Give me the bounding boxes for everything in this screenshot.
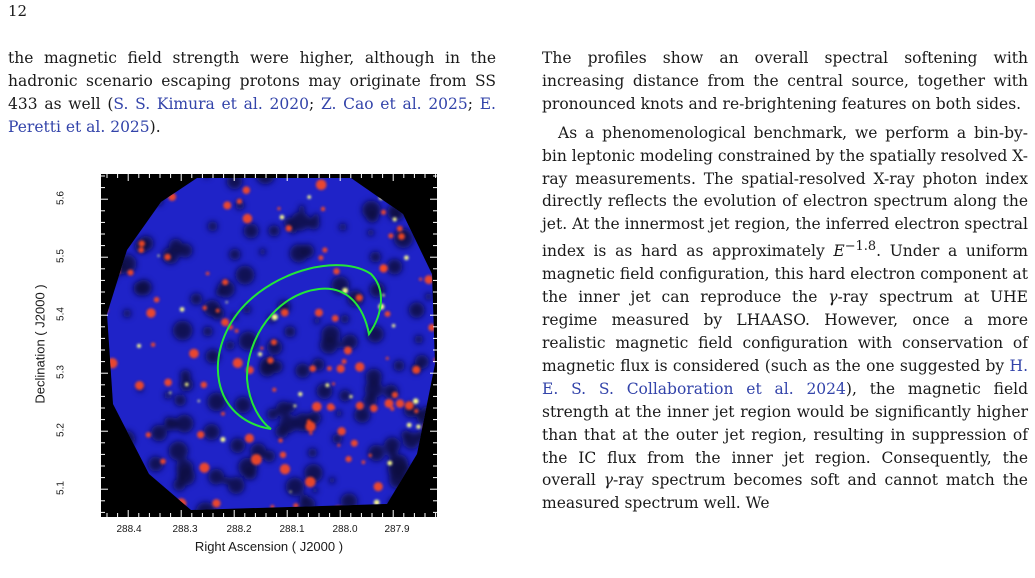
texture-blob bbox=[158, 255, 160, 257]
texture-blob bbox=[370, 405, 378, 413]
texture-blob bbox=[305, 477, 316, 488]
sky-map-figure bbox=[25, 168, 445, 578]
texture-blob bbox=[298, 392, 302, 396]
texture-blob bbox=[419, 278, 422, 281]
texture-blob bbox=[148, 456, 163, 471]
x-axis-label: Right Ascension ( J2000 ) bbox=[194, 539, 344, 554]
y-tick-label: 5.2 bbox=[55, 423, 67, 437]
texture-blob bbox=[337, 444, 340, 447]
texture-blob bbox=[346, 456, 352, 462]
texture-blob bbox=[409, 302, 425, 318]
texture-blob bbox=[322, 247, 327, 252]
math-symbol: E bbox=[833, 242, 845, 261]
texture-blob bbox=[306, 421, 316, 431]
texture-blob bbox=[164, 254, 171, 261]
y-axis-label: Declination ( J2000 ) bbox=[32, 284, 48, 404]
text-run: the magnetic field strength were higher, although in the hadronic scenario escaping protons may originate from SS 433 as well ( bbox=[8, 49, 496, 113]
texture-blob bbox=[169, 441, 189, 461]
texture-blob bbox=[164, 417, 174, 427]
texture-blob bbox=[221, 412, 225, 416]
texture-blob bbox=[259, 361, 275, 377]
texture-blob bbox=[307, 419, 311, 423]
texture-blob bbox=[381, 210, 386, 215]
texture-blob bbox=[235, 329, 239, 333]
texture-blob bbox=[133, 281, 148, 296]
texture-blob bbox=[212, 499, 220, 507]
texture-blob bbox=[318, 255, 323, 260]
texture-blob bbox=[312, 487, 318, 493]
texture-blob bbox=[356, 294, 363, 301]
texture-blob bbox=[277, 207, 280, 210]
texture-blob bbox=[327, 366, 332, 371]
texture-blob bbox=[320, 336, 338, 354]
texture-blob bbox=[228, 477, 245, 494]
texture-blob bbox=[244, 223, 259, 238]
texture-blob bbox=[260, 347, 263, 350]
texture-blob bbox=[286, 225, 292, 231]
texture-blob bbox=[243, 214, 253, 224]
texture-blob bbox=[309, 365, 316, 372]
text-run: ; bbox=[308, 94, 321, 113]
y-tick-label: 5.3 bbox=[55, 365, 67, 379]
texture-blob bbox=[221, 318, 229, 326]
texture-blob bbox=[336, 410, 343, 417]
texture-blob bbox=[281, 309, 289, 317]
texture-blob bbox=[398, 233, 405, 240]
text-run: ). bbox=[149, 117, 161, 136]
texture-blob bbox=[123, 309, 131, 317]
texture-blob bbox=[387, 449, 396, 458]
sky-map-image bbox=[101, 174, 437, 517]
texture-blob bbox=[355, 362, 364, 371]
texture-blob bbox=[354, 407, 370, 423]
texture-blob bbox=[251, 454, 262, 465]
texture-blob bbox=[245, 434, 254, 443]
texture-blob bbox=[127, 270, 133, 276]
texture-blob bbox=[146, 432, 151, 437]
texture-blob bbox=[229, 249, 241, 261]
texture-blob bbox=[337, 365, 345, 373]
text-run: . Under a uniform magnetic field configuration, this hard electron component at the inner jet can reproduce the bbox=[542, 242, 1028, 307]
texture-blob bbox=[388, 233, 393, 238]
texture-blob bbox=[351, 440, 358, 447]
texture-blob bbox=[199, 463, 209, 473]
texture-blob bbox=[387, 461, 392, 466]
texture-blob bbox=[275, 425, 288, 438]
citation-peretti-2025[interactable]: E. Peretti et al. 2025 bbox=[8, 94, 496, 136]
texture-blob bbox=[243, 466, 257, 480]
texture-blob bbox=[326, 383, 330, 387]
texture-blob bbox=[385, 311, 391, 317]
texture-blob bbox=[223, 201, 231, 209]
y-tick-label: 5.4 bbox=[55, 307, 67, 321]
texture-blob bbox=[339, 223, 347, 231]
texture-blob bbox=[235, 397, 252, 414]
texture-blob bbox=[197, 431, 204, 438]
texture-blob bbox=[312, 402, 322, 412]
texture-blob bbox=[316, 180, 327, 191]
citation-kimura-2020[interactable]: S. S. Kimura et al. 2020 bbox=[113, 94, 309, 113]
texture-blob bbox=[235, 266, 254, 285]
texture-blob bbox=[374, 482, 383, 491]
texture-blob bbox=[382, 294, 385, 297]
texture-blob bbox=[237, 199, 242, 204]
x-tick-label: 288.3 bbox=[172, 524, 198, 535]
texture-blob bbox=[216, 309, 220, 313]
texture-blob bbox=[137, 344, 141, 348]
texture-blob bbox=[392, 324, 395, 327]
texture-blob bbox=[413, 398, 419, 404]
texture-blob bbox=[385, 399, 394, 408]
texture-blob bbox=[190, 293, 202, 305]
x-tick-label: 287.9 bbox=[384, 524, 410, 535]
texture-blob bbox=[268, 225, 280, 237]
texture-blob bbox=[139, 240, 145, 246]
texture-blob bbox=[189, 349, 199, 359]
texture-blob bbox=[206, 272, 210, 276]
texture-blob bbox=[379, 264, 387, 272]
texture-blob bbox=[333, 268, 339, 274]
text-run: -ray spectrum at UHE regime measured by LHAASO. However, once a more realistic magnetic field configuration with conservation of magnetic flux is considered (such as the one suggested by bbox=[542, 288, 1029, 375]
text-run: As a phenomenological benchmark, we perform a bin-by-bin leptonic modeling constrained by the spatially resolved X-ray measurements. The spatial-resolved X-ray photon index directly reflects the evolution of electron spectrum along the jet. At the innermost jet region, the inferred electron spectral index is as hard as approximately bbox=[542, 123, 1028, 261]
texture-blob bbox=[177, 467, 195, 485]
citation-cao-2025[interactable]: Z. Cao et al. 2025 bbox=[320, 94, 468, 113]
texture-blob bbox=[362, 201, 381, 220]
texture-blob bbox=[321, 207, 325, 211]
texture-blob bbox=[203, 424, 220, 441]
texture-blob bbox=[286, 477, 305, 496]
texture-blob bbox=[339, 390, 351, 402]
texture-blob bbox=[259, 248, 266, 255]
texture-blob bbox=[344, 347, 352, 355]
x-tick-label: 288.1 bbox=[279, 524, 305, 535]
texture-blob bbox=[175, 414, 193, 432]
texture-blob bbox=[243, 186, 251, 194]
x-tick-label: 288.4 bbox=[116, 524, 142, 535]
texture-blob bbox=[315, 309, 323, 317]
texture-blob bbox=[349, 395, 352, 398]
texture-blob bbox=[370, 251, 381, 262]
texture-blob bbox=[146, 308, 155, 317]
texture-blob bbox=[271, 339, 277, 345]
texture-blob bbox=[392, 392, 398, 398]
texture-blob bbox=[316, 383, 332, 399]
texture-blob bbox=[396, 399, 404, 407]
math-symbol: γ bbox=[828, 288, 838, 307]
texture-blob bbox=[412, 366, 420, 374]
texture-blob bbox=[258, 352, 262, 356]
texture-blob bbox=[180, 307, 185, 312]
texture-blob bbox=[393, 217, 397, 221]
math-exponent: −1.8 bbox=[844, 239, 877, 255]
texture-blob bbox=[327, 403, 335, 411]
texture-blob bbox=[338, 342, 344, 348]
texture-blob bbox=[365, 380, 383, 398]
texture-blob bbox=[198, 400, 200, 402]
texture-blob bbox=[280, 464, 290, 474]
texture-blob bbox=[299, 205, 306, 212]
texture-blob bbox=[308, 448, 317, 457]
texture-blob bbox=[342, 359, 347, 364]
text-run: ; bbox=[467, 94, 480, 113]
texture-blob bbox=[226, 301, 228, 303]
texture-blob bbox=[290, 491, 292, 493]
texture-blob bbox=[138, 247, 144, 253]
x-tick-label: 288.0 bbox=[332, 524, 358, 535]
texture-blob bbox=[329, 477, 336, 484]
texture-blob bbox=[403, 432, 420, 449]
texture-blob bbox=[415, 335, 424, 344]
texture-blob bbox=[169, 392, 171, 394]
right-paragraph-1: The profiles show an overall spectral softening with increasing distance from the central source, together with pronounced knots and re-brightening features on both sides. bbox=[542, 49, 1028, 113]
texture-blob bbox=[203, 326, 213, 336]
right-column bbox=[542, 47, 1028, 515]
texture-blob bbox=[300, 244, 314, 258]
texture-blob bbox=[267, 409, 278, 420]
texture-blob bbox=[222, 279, 228, 285]
texture-blob bbox=[280, 452, 286, 458]
texture-blob bbox=[295, 363, 310, 378]
texture-blob bbox=[220, 437, 225, 442]
texture-blob bbox=[416, 425, 420, 429]
texture-blob bbox=[307, 195, 311, 199]
texture-blob bbox=[135, 381, 144, 390]
texture-blob bbox=[397, 226, 403, 232]
texture-blob bbox=[173, 321, 193, 341]
texture-blob bbox=[407, 423, 412, 428]
page-number: 12 bbox=[8, 2, 28, 20]
texture-blob bbox=[314, 318, 320, 324]
texture-blob bbox=[225, 341, 234, 350]
texture-blob bbox=[332, 315, 339, 322]
texture-blob bbox=[367, 229, 374, 236]
texture-blob bbox=[387, 259, 403, 275]
texture-blob bbox=[414, 409, 418, 413]
texture-blob bbox=[284, 326, 295, 337]
y-tick-label: 5.1 bbox=[55, 481, 67, 495]
texture-blob bbox=[386, 357, 389, 360]
right-paragraph-2 bbox=[542, 122, 1028, 516]
texture-blob bbox=[425, 293, 432, 300]
texture-blob bbox=[368, 445, 385, 462]
texture-blob bbox=[208, 221, 218, 231]
texture-blob bbox=[151, 425, 168, 442]
math-symbol: γ bbox=[603, 471, 613, 490]
texture-blob bbox=[278, 438, 282, 442]
texture-blob bbox=[185, 383, 189, 387]
left-column bbox=[8, 47, 496, 139]
y-tick-label: 5.6 bbox=[55, 191, 67, 205]
texture-blob bbox=[313, 214, 320, 221]
texture-blob bbox=[233, 358, 243, 368]
left-paragraph bbox=[8, 47, 496, 139]
texture-blob bbox=[174, 394, 186, 406]
texture-blob bbox=[202, 306, 207, 311]
texture-blob bbox=[404, 256, 409, 261]
citation-hess-2024[interactable]: H. E. S. S. Collaboration et al. 2024 bbox=[542, 356, 1028, 398]
text-run: ), the magnetic field strength at the inner jet region would be significantly higher than that at the outer jet region, resulting in suppression of the IC flux from the inner jet region. Consequently, the overall bbox=[542, 379, 1028, 490]
texture-blob bbox=[151, 343, 155, 347]
texture-blob bbox=[309, 432, 312, 435]
texture-blob bbox=[394, 360, 405, 371]
texture-blob bbox=[294, 405, 297, 408]
text-run: -ray spectrum becomes soft and cannot match the measured spectrum well. We bbox=[542, 471, 1028, 513]
y-tick-label: 5.5 bbox=[55, 249, 67, 263]
x-tick-label: 288.2 bbox=[226, 524, 252, 535]
texture-blob bbox=[369, 454, 372, 457]
texture-blob bbox=[208, 469, 224, 485]
texture-blob bbox=[356, 402, 364, 410]
texture-blob bbox=[272, 388, 276, 392]
texture-blob bbox=[160, 459, 166, 465]
texture-blob bbox=[340, 315, 349, 324]
texture-blob bbox=[154, 297, 160, 303]
texture-blob bbox=[201, 382, 207, 388]
texture-blob bbox=[216, 288, 225, 297]
texture-blob bbox=[337, 427, 345, 435]
texture-blob bbox=[280, 215, 285, 220]
texture-blob bbox=[332, 382, 335, 385]
texture-blob bbox=[267, 357, 273, 363]
texture-blob bbox=[230, 438, 245, 453]
texture-blob bbox=[164, 379, 172, 387]
texture-blob bbox=[362, 460, 366, 464]
texture-blob bbox=[405, 401, 414, 410]
texture-blob bbox=[178, 243, 193, 258]
